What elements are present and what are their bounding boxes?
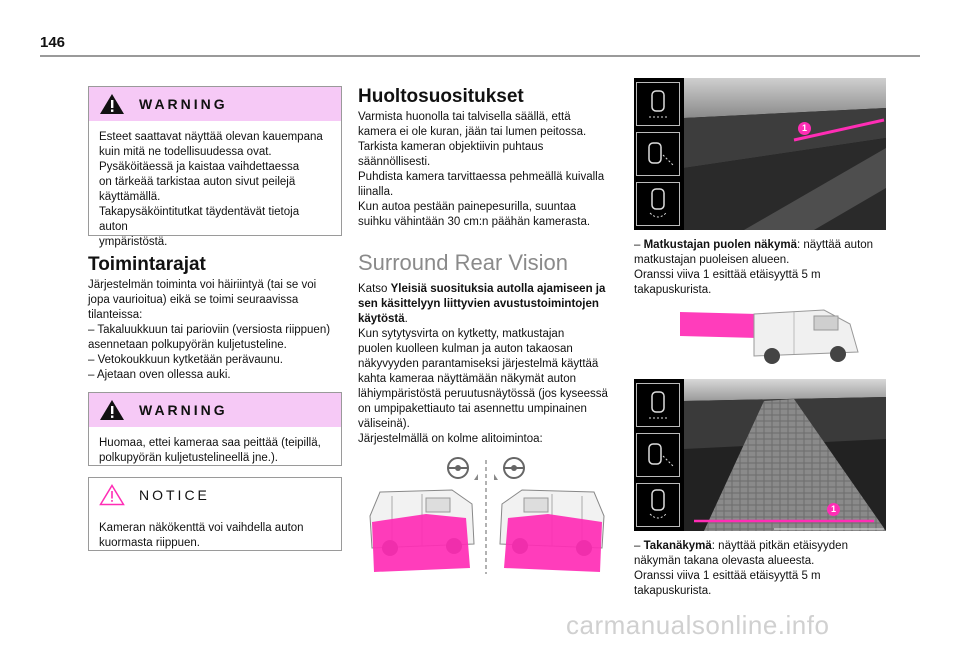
text-line: Tarkista kameran objektiivin puhtaus: [358, 141, 544, 153]
warning-label: WARNING: [139, 402, 228, 418]
text-line: takapuskurista.: [634, 585, 712, 597]
text-line: asennetaan polkupyörän kuljetusteline.: [88, 339, 287, 351]
steering-wheel-icon: [504, 458, 524, 478]
warning-box-1: [88, 86, 342, 248]
text-line: kamera ei ole kuran, jään tai lumen peitossa.: [358, 126, 587, 138]
car-side-icon: [637, 133, 679, 175]
text-line: Kun autoa pestään painepesurilla, suuntaa: [358, 201, 577, 213]
notice-label: NOTICE: [139, 487, 210, 503]
watermark: carmanualsonline.info: [566, 610, 830, 640]
mode-icon-rear: [636, 182, 680, 226]
text-line: suihku vähintään 30 cm:n päähän kamerasta.: [358, 216, 591, 228]
text-line: näkymän takana olevasta alueesta.: [634, 555, 815, 567]
text-line: lähiympäristöstä peruutusnäytössä (jos kyseessä: [358, 388, 608, 400]
section-title-maintenance: Huoltosuositukset: [358, 86, 524, 107]
mode-icon-rear: [636, 483, 680, 527]
text-line: [358, 282, 620, 297]
section-title-srv: Surround Rear Vision: [358, 250, 568, 275]
van-side-zone-illustration: [674, 304, 874, 368]
text-line: kahta kameraa näyttämään näkymät auton: [358, 373, 576, 385]
text-line: käyttämällä.: [99, 191, 161, 203]
intro-prefix: Katso: [358, 283, 391, 295]
car-rear-icon: [637, 484, 679, 526]
caption-bold: Matkustajan puolen näkymä: [643, 239, 797, 251]
distance-marker: 1: [798, 122, 811, 135]
text-line: Takapysäköintitutkat täydentävät tietoja auton: [99, 206, 300, 233]
warning-icon: [99, 399, 125, 421]
notice-box: [88, 477, 342, 551]
camera-zone-right: [504, 514, 602, 572]
text-line: Järjestelmän toiminta voi häiriintyä (tai se voi: [88, 279, 317, 291]
warning-label: WARNING: [139, 96, 228, 112]
car-side-icon: [637, 434, 679, 476]
text-line: väliseinä).: [358, 418, 410, 430]
text-line: Oranssi viiva 1 esittää etäisyyttä 5 m: [634, 570, 821, 582]
text-line: näkyvyyden parantamiseksi järjestelmä käyttää: [358, 358, 599, 370]
warning-header: [89, 393, 341, 427]
camera-view-rear: [634, 379, 886, 531]
notice-text: [89, 512, 341, 559]
camera-zone-side: [680, 312, 758, 338]
camera-scene-grass: [684, 78, 886, 230]
steering-wheel-icon: [448, 458, 468, 478]
van-side: [754, 310, 858, 364]
text-line: tilanteissa:: [88, 309, 143, 321]
dash: –: [634, 239, 644, 251]
mode-icon-side: [636, 132, 680, 176]
header-rule: [40, 55, 920, 57]
mode-icon-side: [636, 433, 680, 477]
intro-bold: käytöstä: [358, 313, 405, 325]
camera-scene-road: [684, 379, 886, 531]
warning-box-2: [88, 392, 342, 466]
intro-suffix: .: [404, 313, 408, 325]
text-line: säännöllisesti.: [358, 156, 431, 168]
text-line: Puhdista kamera tarvittaessa pehmeällä kuivalla: [358, 171, 605, 183]
distance-marker: 1: [827, 503, 840, 516]
rear-view-caption: [634, 539, 896, 599]
warning-text: [89, 121, 341, 258]
text-line: Esteet saattavat näyttää olevan kauempana: [99, 131, 323, 143]
text-line: [634, 238, 896, 253]
camera-view-passenger: [634, 78, 886, 230]
intro-bold: sen käsittelyyn liittyvien avustustoimintojen: [358, 298, 599, 310]
text-line: kuin mitä ne todellisuudessa ovat.: [99, 146, 272, 158]
text-line: Kun sytytysvirta on kytketty, matkustajan: [358, 328, 565, 340]
car-top-icon: [637, 384, 679, 426]
passenger-view-caption: [634, 238, 896, 298]
warning-header: [89, 87, 341, 121]
text-line: liinalla.: [358, 186, 394, 198]
text-line: [358, 312, 620, 327]
text-line: [634, 539, 896, 554]
camera-zones-illustration: [362, 456, 612, 576]
text-line: puolen kuolleen kulman ja auton takaosan: [358, 343, 573, 355]
caption-rest: : näyttää auton: [796, 239, 874, 251]
text-line: Varmista huonolla tai talvisella säällä, että: [358, 111, 571, 123]
text-line: jopa vaurioitua) eikä se toimi seuraavissa: [88, 294, 299, 306]
caption-rest: : näyttää pitkän etäisyyden: [711, 540, 848, 552]
page-number: 146: [40, 34, 66, 51]
camera-zone-left: [372, 514, 470, 572]
text-line: Pysäköitäessä ja kaistaa vaihdettaessa: [99, 161, 300, 173]
text-line: – Ajetaan oven ollessa auki.: [88, 369, 231, 381]
dash: –: [634, 540, 644, 552]
limits-text: [88, 278, 348, 383]
text-line: Oranssi viiva 1 esittää etäisyyttä 5 m: [634, 269, 821, 281]
text-line: takapuskurista.: [634, 284, 712, 296]
text-line: matkustajan puoleisen alueen.: [634, 254, 790, 266]
text-line: Huomaa, ettei kameraa saa peittää (teipillä,: [99, 437, 321, 449]
text-line: on umpipakettiauto tai asennettu umpinainen: [358, 403, 587, 415]
camera-mode-icons: [634, 78, 684, 230]
text-line: [358, 297, 620, 312]
mode-icon-top: [636, 82, 680, 126]
text-line: kuormasta riippuen.: [99, 537, 200, 549]
section-title-limits: Toimintarajat: [88, 254, 206, 275]
camera-mode-icons: [634, 379, 684, 531]
car-rear-icon: [637, 183, 679, 225]
mode-icon-top: [636, 383, 680, 427]
text-line: ympäristöstä.: [99, 236, 168, 248]
text-line: – Vetokoukkuun kytketään perävaunu.: [88, 354, 284, 366]
text-line: polkupyörän kuljetustelineellä jne.).: [99, 452, 278, 464]
notice-icon: [99, 484, 125, 506]
car-top-icon: [637, 83, 679, 125]
notice-header: [89, 478, 341, 512]
warning-icon: [99, 93, 125, 115]
text-line: on tärkeää tarkistaa auton sivut peilejä: [99, 176, 296, 188]
srv-text: [358, 282, 620, 447]
text-line: Kameran näkökenttä voi vaihdella auton: [99, 522, 304, 534]
caption-bold: Takanäkymä: [643, 540, 712, 552]
text-line: – Takaluukkuun tai parioviin (versiosta riippuen): [88, 324, 331, 336]
warning-text: [89, 427, 341, 474]
intro-bold: Yleisiä suosituksia autolla ajamiseen ja: [390, 283, 606, 295]
text-line: Järjestelmällä on kolme alitoimintoa:: [358, 433, 543, 445]
maintenance-text: [358, 110, 620, 230]
